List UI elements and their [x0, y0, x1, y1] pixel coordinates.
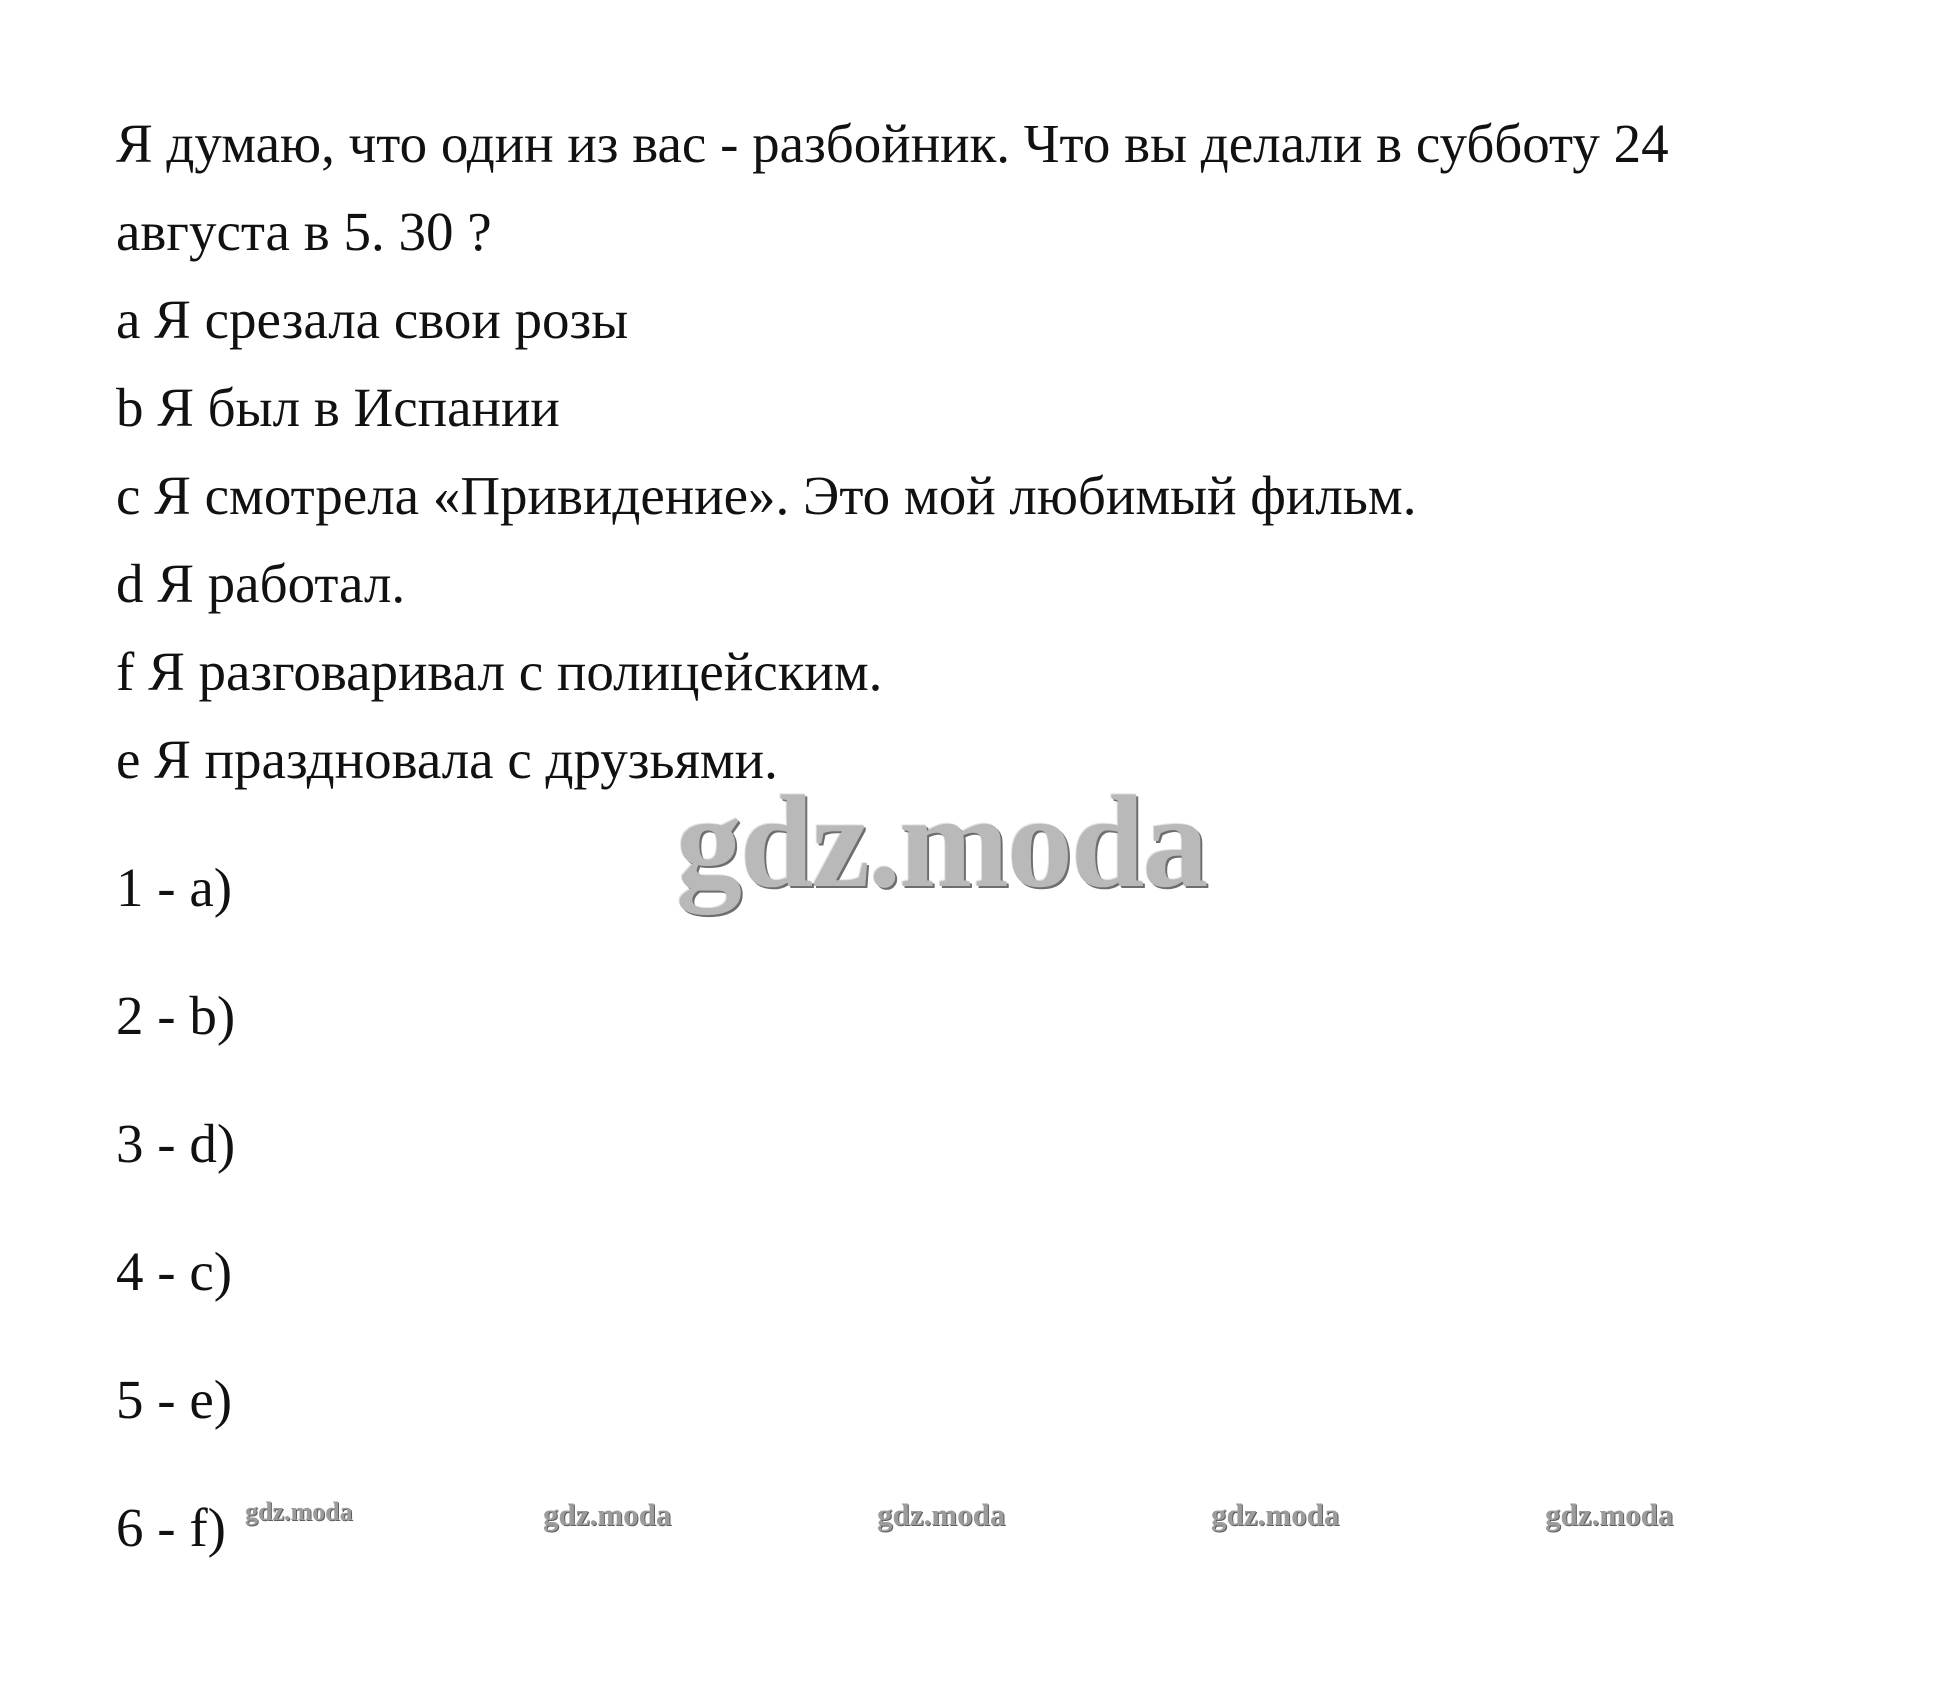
watermark-small-3: gdz.moda	[877, 1497, 1006, 1532]
watermark-small-2: gdz.moda	[543, 1497, 672, 1532]
question-line-1: Я думаю, что один из вас - разбойник. Что вы делали в субботу 24	[116, 113, 1669, 174]
answer-1: 1 - a)	[116, 857, 233, 918]
watermark-logo: gdz.moda	[676, 768, 1207, 915]
option-e: e Я праздновала с друзьями.	[116, 729, 778, 790]
option-b: b Я был в Испании	[116, 377, 560, 438]
watermark-small-1: gdz.moda	[245, 1497, 353, 1526]
answer-3: 3 - d)	[116, 1113, 236, 1174]
answer-5: 5 - e)	[116, 1369, 233, 1430]
watermark-small-4: gdz.moda	[1211, 1497, 1340, 1532]
option-c: c Я смотрела «Привидение». Это мой любимый фильм.	[116, 465, 1417, 526]
option-a: a Я срезала свои розы	[116, 289, 629, 350]
watermark-small-5: gdz.moda	[1545, 1497, 1674, 1532]
question-line-2: августа в 5. 30 ?	[116, 201, 492, 262]
answer-6: 6 - f)	[116, 1497, 226, 1558]
option-f: f Я разговаривал с полицейским.	[116, 641, 883, 702]
option-d: d Я работал.	[116, 553, 406, 614]
answer-2: 2 - b)	[116, 985, 236, 1046]
answer-4: 4 - c)	[116, 1241, 233, 1302]
